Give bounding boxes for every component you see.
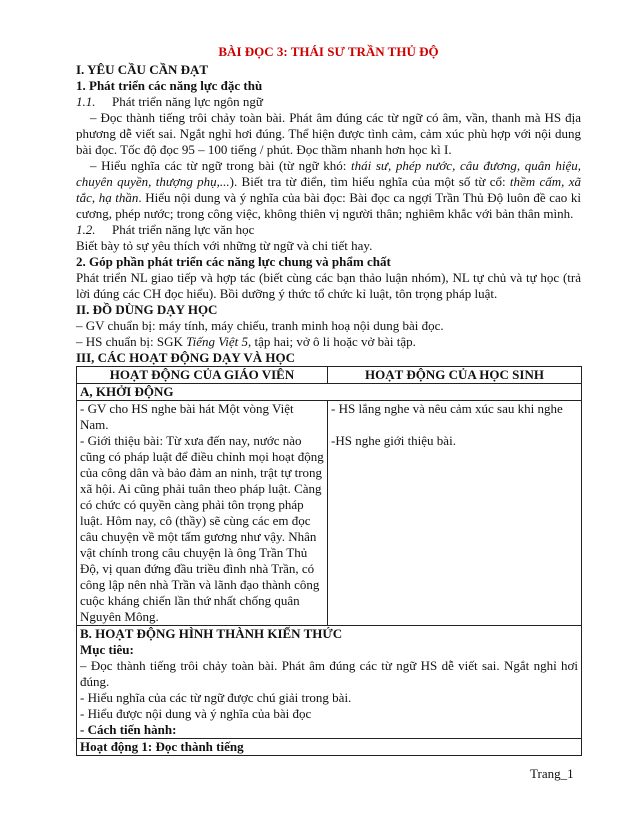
subsection-1-heading: 1. Phát triển các năng lực đặc thù: [76, 78, 263, 93]
paragraph-general-competence: Phát triển NL giao tiếp và hợp tác (biết cùng các bạn thảo luận nhóm), NL tự chủ và tự học (trả lời đúng các CH đọc hiểu). Bồi dưỡng ý thức tổ chức kỉ luật, tôn trọng pháp luật.: [76, 270, 581, 301]
section-1-heading: I. YÊU CẦU CẦN ĐẠT: [76, 62, 209, 77]
student-materials: – HS chuẩn bị: SGK Tiếng Việt 5, tập hai; vở ô li hoặc vở bài tập.: [76, 334, 416, 349]
table-row: [77, 401, 582, 626]
paragraph-literature: Biết bày tỏ sự yêu thích với những từ ngữ và chi tiết hay.: [76, 238, 373, 253]
subsection-2-heading: 2. Góp phần phát triển các năng lực chung và phẩm chất: [76, 254, 391, 269]
document-page: [76, 44, 581, 756]
teacher-song-activity: - GV cho HS nghe bài hát Một vòng Việt Nam.: [80, 401, 294, 432]
paragraph-vocabulary: – Hiểu nghĩa các từ ngữ trong bài (từ ngữ khó: thái sư, phép nước, câu đương, quân hiệu, chuyên quyền, thượng phụ,...). Biết tra từ điển, tìm hiểu nghĩa của một số từ cổ: thềm cấm, xã tắc, hạ thần. Hiểu nội dung và ý nghĩa của bài đọc: Bài đọc ca ngợi Trần Thủ Độ luôn đề cao kỉ cương, phép nước; trong công việc, không thiên vị người thân; nghiêm khắc với bản thân mình.: [76, 158, 581, 221]
table-header-row: [77, 367, 582, 384]
activity-1-heading: Hoạt động 1: Đọc thành tiếng: [77, 739, 582, 756]
objectives-label: Mục tiêu:: [80, 642, 134, 657]
part-a-heading: A, KHỞI ĐỘNG: [77, 384, 582, 401]
table-row: [77, 384, 582, 401]
objective-item: - Hiểu nghĩa của các từ ngữ được chú giải trong bài.: [80, 690, 352, 705]
subsection-1-1-heading: [76, 94, 581, 110]
subsection-1-1-label: Phát triển năng lực ngôn ngữ: [112, 94, 263, 109]
subsection-1-1-number: 1.1.: [76, 94, 96, 109]
section-3-heading: III, CÁC HOẠT ĐỘNG DẠY VÀ HỌC: [76, 350, 295, 365]
paragraph-reading-aloud: – Đọc thành tiếng trôi chảy toàn bài. Phát âm đúng các từ ngữ có âm, vần, thanh mà HS địa phương dễ viết sai. Ngắt nghỉ hơi đúng. Thể hiện được tình cảm, cảm xúc phù hợp với nội dung bài đọc. Tốc độ đọc 95 – 100 tiếng / phút. Đọc thầm nhanh hơn học kì I.: [76, 110, 581, 157]
subsection-1-2-heading: [76, 222, 581, 238]
teacher-column-header: HOẠT ĐỘNG CỦA GIÁO VIÊN: [77, 367, 328, 384]
activities-table: [76, 366, 582, 756]
student-intro-activity: -HS nghe giới thiệu bài.: [331, 433, 456, 448]
table-row: [77, 739, 582, 756]
subsection-1-2-label: Phát triển năng lực văn học: [112, 222, 255, 237]
part-b-heading: B. HOẠT ĐỘNG HÌNH THÀNH KIẾN THỨC: [80, 626, 343, 641]
subsection-1-2-number: 1.2.: [76, 222, 96, 237]
teacher-activity-cell: [77, 401, 328, 626]
objective-item: – Đọc thành tiếng trôi chảy toàn bài. Phát âm đúng các từ ngữ HS dễ viết sai. Ngắt nghỉ hơi đúng.: [80, 658, 578, 689]
procedure-label: - Cách tiến hành:: [80, 722, 177, 737]
page-number: Trang_1: [530, 766, 574, 781]
table-row: [77, 626, 582, 739]
student-listen-activity: - HS lắng nghe và nêu cảm xúc sau khi nghe: [331, 401, 563, 416]
teacher-materials: – GV chuẩn bị: máy tính, máy chiếu, tranh minh hoạ nội dung bài đọc.: [76, 318, 444, 333]
objective-item: - Hiểu được nội dung và ý nghĩa của bài đọc: [80, 706, 312, 721]
part-b-cell: [77, 626, 582, 739]
section-2-heading: II. ĐỒ DÙNG DẠY HỌC: [76, 302, 218, 317]
student-column-header: HOẠT ĐỘNG CỦA HỌC SINH: [328, 367, 582, 384]
student-activity-cell: [328, 401, 582, 626]
teacher-introduction: - Giới thiệu bài: Từ xưa đến nay, nước nào cũng có pháp luật để điều chỉnh mọi hoạt động của công dân và bảo đảm an ninh, trật tự trong xã hội. Ai cũng phải tuân theo pháp luật. Càng có chức có quyền càng phải tôn trọng pháp luật. Hôm nay, cô (thầy) sẽ cùng các em đọc câu chuyện về một tấm gương như vậy. Nhân vật chính trong câu chuyện là ông Trần Thủ Độ, vị quan đứng đầu triều đình nhà Trần, có công lập nên nhà Trần và lãnh đạo thành công cuộc kháng chiến lần thứ nhất chống quân Nguyên Mông.: [80, 433, 324, 624]
lesson-title: BÀI ĐỌC 3: THÁI SƯ TRẦN THỦ ĐỘ: [218, 44, 439, 59]
